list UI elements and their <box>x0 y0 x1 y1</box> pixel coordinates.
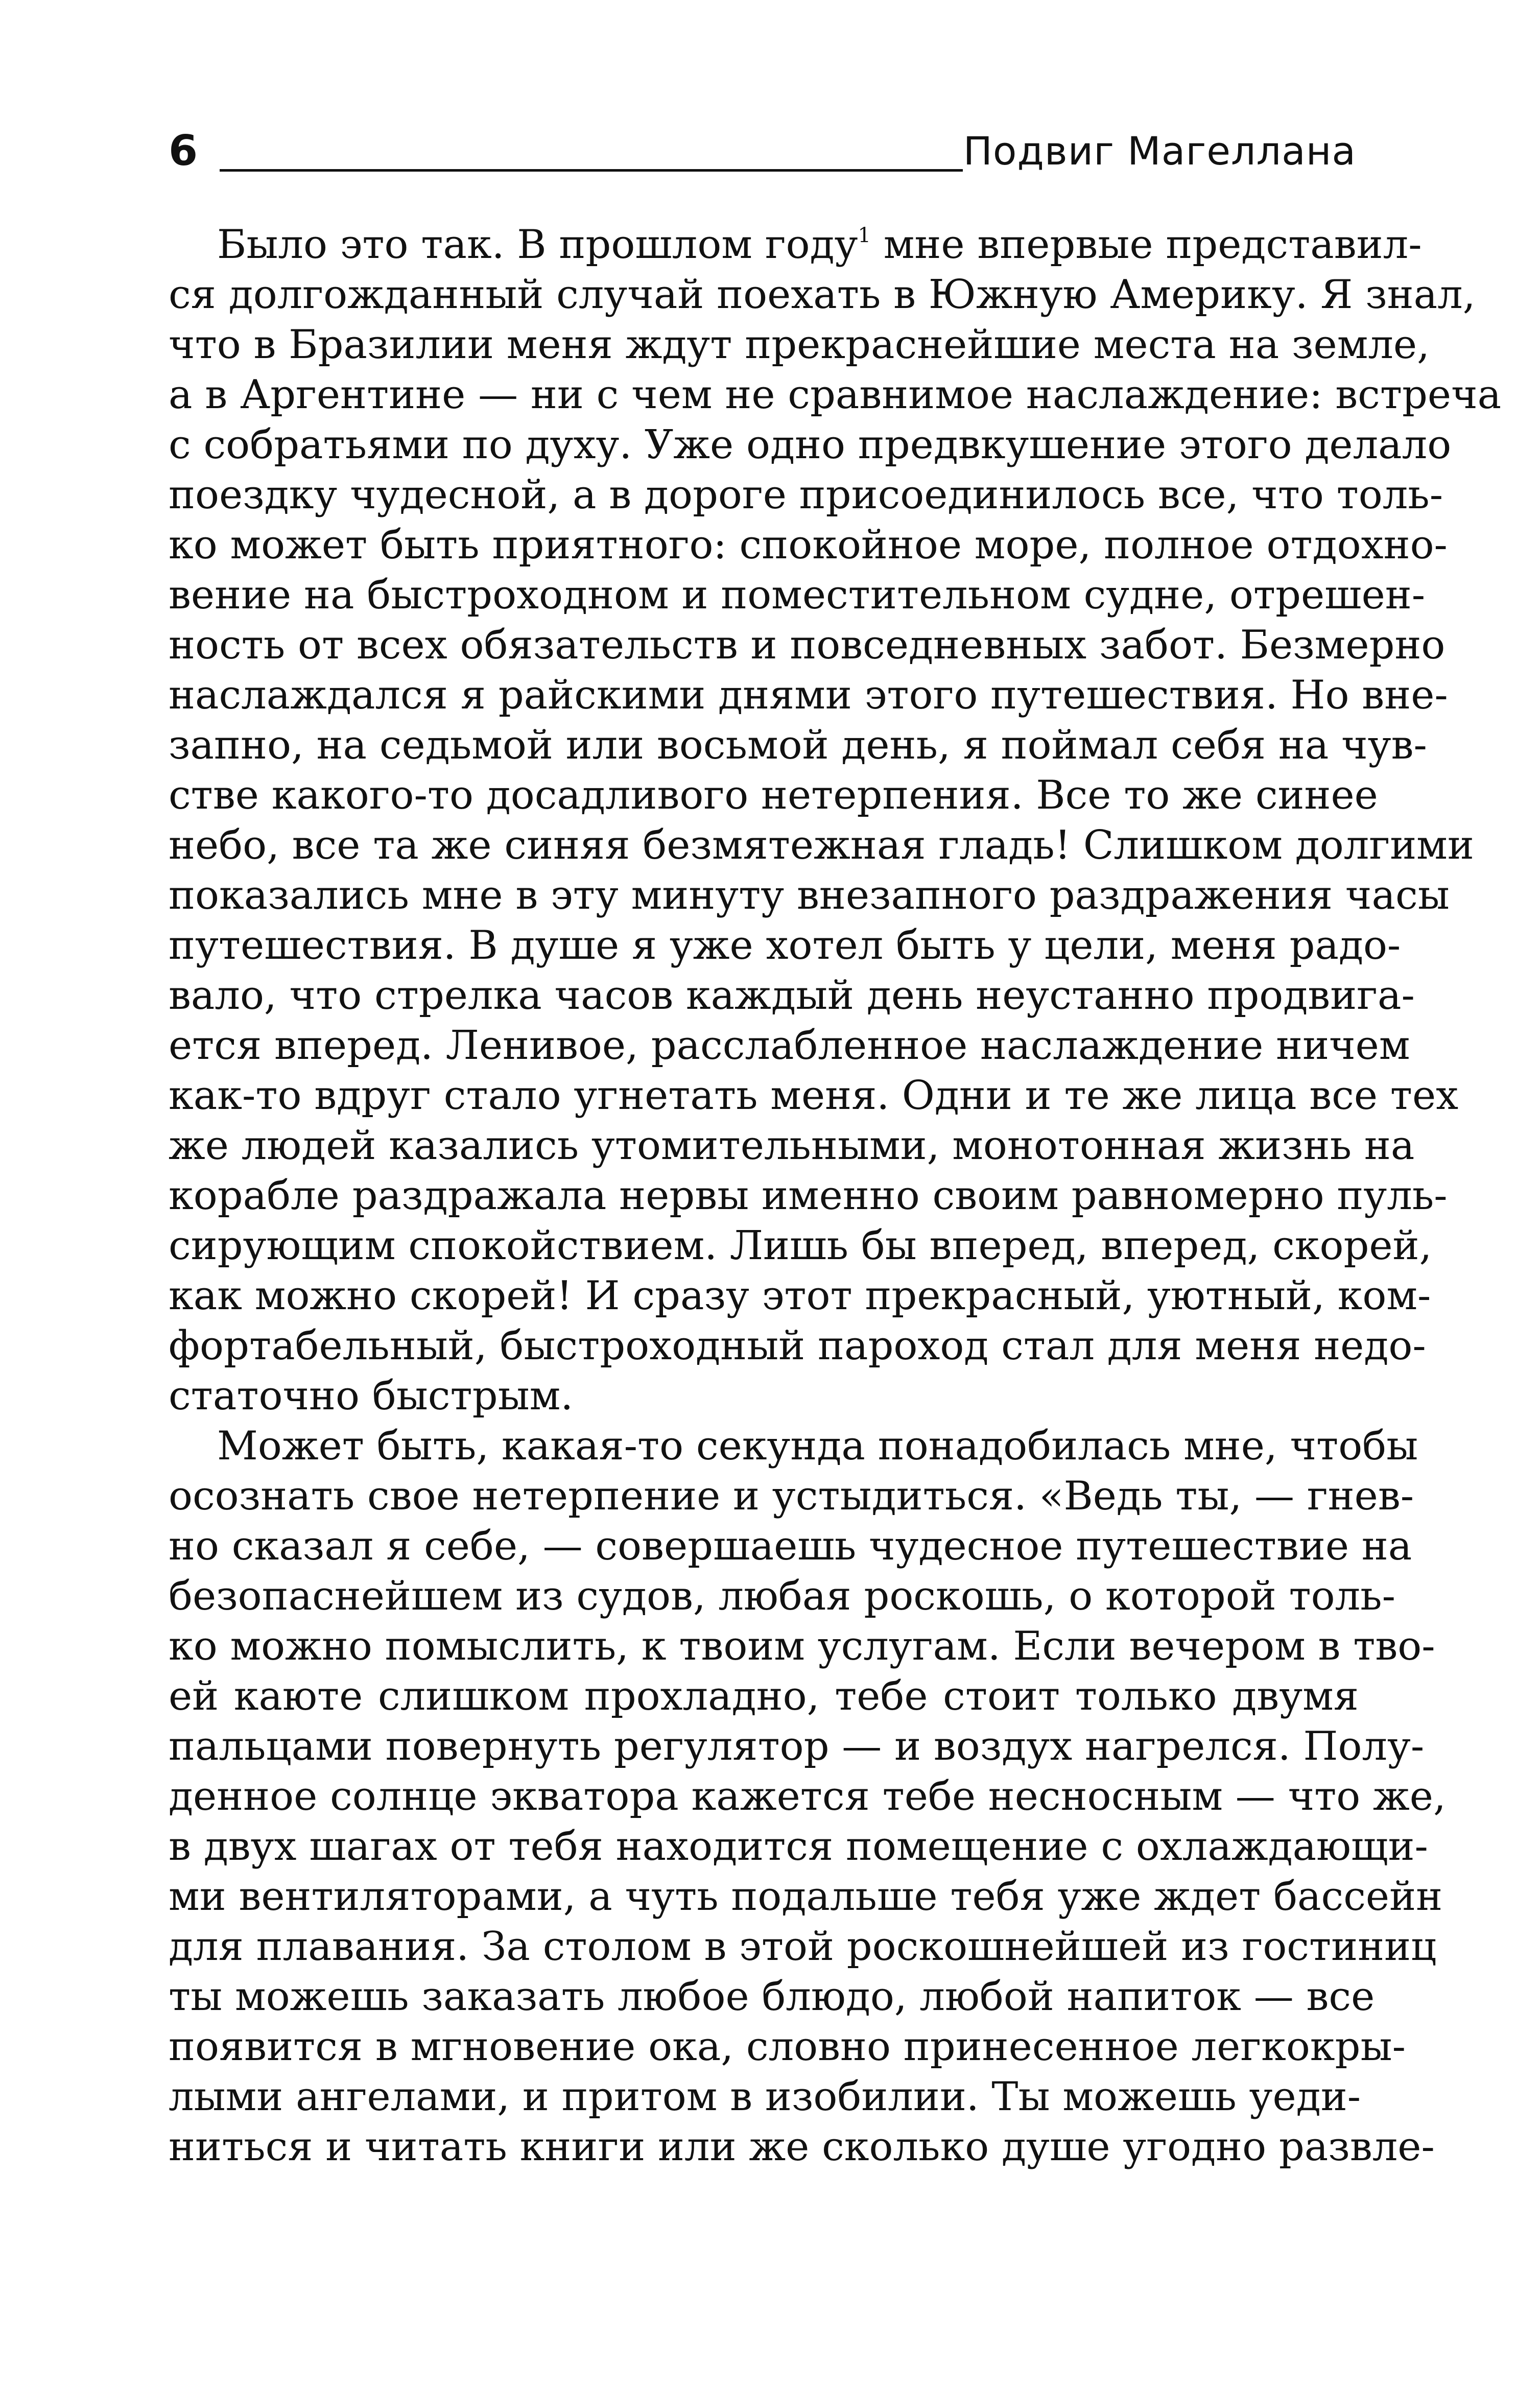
text-line: безопаснейшем из судов, любая роскошь, о которой толь- <box>169 1573 1395 1619</box>
text-line: ется вперед. Ленивое, расслабленное наслаждение ничем <box>169 1023 1410 1069</box>
paragraph-2 <box>169 1421 1446 2172</box>
text-line: ся долгожданный случай поехать в Южную Америку. Я знал, <box>169 272 1476 318</box>
text-line: для плавания. За столом в этой роскошнейшей из гостиниц <box>169 1924 1437 1970</box>
text-line: как можно скорей! И сразу этот прекрасный, уютный, ком- <box>169 1273 1431 1319</box>
text-fragment: мне впервые представил- <box>870 222 1422 268</box>
text-line: путешествия. В душе я уже хотел быть у цели, меня радо- <box>169 923 1401 968</box>
text-line: что в Бразилии меня ждут прекраснейшие места на земле, <box>169 322 1430 368</box>
text-line: ность от всех обязательств и повседневных забот. Безмерно <box>169 622 1446 668</box>
text-line: фортабельный, быстроходный пароход стал для меня недо- <box>169 1323 1426 1369</box>
text-line: поездку чудесной, а в дороге присоединилось все, что толь- <box>169 472 1443 518</box>
body-text <box>169 220 1502 2172</box>
text-line: ей каюте слишком прохладно, тебе стоит только двумя <box>169 1673 1359 1719</box>
text-line: с собратьями по духу. Уже одно предвкушение этого делало <box>169 422 1452 468</box>
text-line: ты можешь заказать любое блюдо, любой напиток — все <box>169 1974 1375 2020</box>
text-line: как-то вдруг стало угнетать меня. Одни и те же лица все тех <box>169 1073 1459 1119</box>
text-line: ми вентиляторами, а чуть подальше тебя уже ждет бассейн <box>169 1874 1443 1920</box>
text-line: лыми ангелами, и притом в изобилии. Ты можешь уеди- <box>169 2074 1361 2120</box>
header-rule <box>220 169 963 172</box>
text-line: запно, на седьмой или восьмой день, я поймал себя на чув- <box>169 722 1427 768</box>
text-line: ниться и читать книги или же сколько душе угодно развле- <box>169 2124 1435 2170</box>
text-line: стве какого-то досадливого нетерпения. Все то же синее <box>169 772 1378 818</box>
page-number: 6 <box>169 127 198 175</box>
text-line: статочно быстрым. <box>169 1373 574 1419</box>
text-line <box>169 220 1422 270</box>
text-line: же людей казались утомительными, монотонная жизнь на <box>169 1123 1415 1169</box>
text-line: ко можно помыслить, к твоим услугам. Если вечером в тво- <box>169 1623 1435 1669</box>
text-line: вало, что стрелка часов каждый день неустанно продвига- <box>169 973 1415 1019</box>
footnote-marker: 1 <box>858 224 871 247</box>
text-line: осознать свое нетерпение и устыдиться. «Ведь ты, — гнев- <box>169 1473 1414 1519</box>
text-line: корабле раздражала нервы именно своим равномерно пуль- <box>169 1173 1448 1219</box>
text-line: наслаждался я райскими днями этого путешествия. Но вне- <box>169 672 1448 718</box>
text-fragment: Было это так. В прошлом году <box>217 222 858 268</box>
text-line: сирующим спокойствием. Лишь бы вперед, вперед, скорей, <box>169 1223 1432 1269</box>
text-line: Может быть, какая-то секунда понадобилась мне, чтобы <box>217 1423 1418 1469</box>
paragraph-1 <box>169 220 1502 1421</box>
text-line: появится в мгновение ока, словно принесенное легкокры- <box>169 2024 1406 2070</box>
text-line: но сказал я себе, — совершаешь чудесное путешествие на <box>169 1523 1412 1569</box>
running-head <box>169 125 1356 181</box>
book-title: Подвиг Магеллана <box>963 128 1356 174</box>
text-line: денное солнце экватора кажется тебе несносным — что же, <box>169 1774 1446 1819</box>
text-line: пальцами повернуть регулятор — и воздух нагрелся. Полу- <box>169 1723 1425 1769</box>
text-line: небо, все та же синяя безмятежная гладь! Слишком долгими <box>169 822 1474 868</box>
text-line: ко может быть приятного: спокойное море, полное отдохно- <box>169 522 1448 568</box>
text-line: в двух шагах от тебя находится помещение с охлаждающи- <box>169 1824 1428 1870</box>
text-line: показались мне в эту минуту внезапного раздражения часы <box>169 872 1450 918</box>
text-line: а в Аргентине — ни с чем не сравнимое наслаждение: встреча <box>169 372 1502 418</box>
text-line: вение на быстроходном и поместительном судне, отрешен- <box>169 572 1426 618</box>
